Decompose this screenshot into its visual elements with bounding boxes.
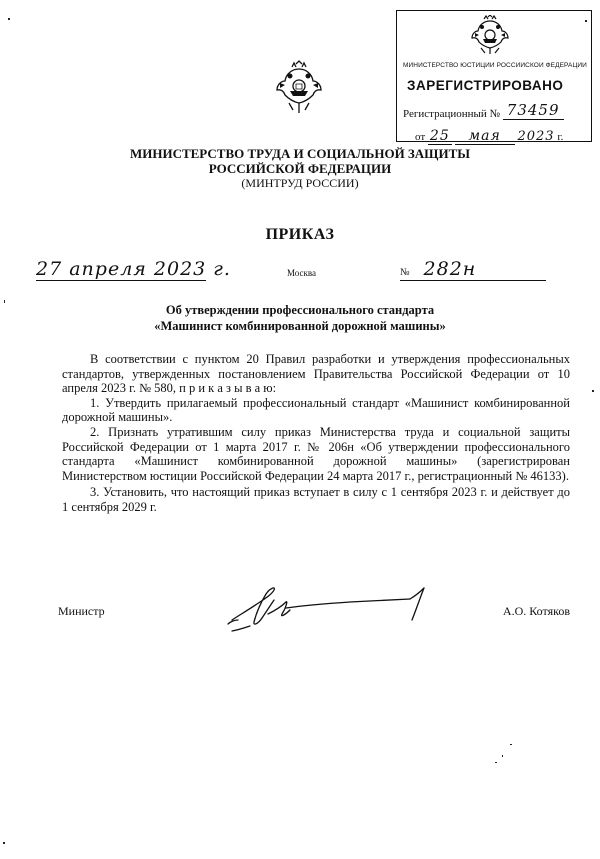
signature-block: [58, 598, 570, 638]
scan-speck: [592, 390, 594, 392]
ministry-name-line1: МИНИСТЕРСТВО ТРУДА И СОЦИАЛЬНОЙ ЗАЩИТЫ: [129, 146, 471, 161]
signature-icon: [220, 580, 440, 640]
order-date-handwritten: 27 апреля 2023 г.: [36, 258, 231, 280]
number-sign: №: [400, 267, 410, 278]
body-paragraph-item1: 1. Утвердить прилагаемый профессиональный стандарт «Машинист комбинированной дорожной машины».: [62, 395, 570, 425]
body-paragraph-preamble: В соответствии с пунктом 20 Правил разработки и утверждения профессиональных стандартов, утвержденных постановлением Правительства Российской Федерации от 10 апреля 2023 г. № 580, п р и к а з ы в а ю:: [62, 352, 570, 396]
reg-date-day: 25: [429, 128, 450, 144]
reg-number-value: 73459: [503, 101, 564, 120]
scan-speck: [8, 18, 10, 20]
registration-stamp: [396, 10, 592, 142]
reg-date-prefix: от: [415, 131, 426, 143]
subject-line2: «Машинист комбинированной дорожной машины»: [154, 319, 446, 333]
document-type-title: ПРИКАЗ: [265, 226, 335, 243]
ministry-short-name: (МИНТРУД РОССИИ): [241, 176, 359, 190]
stamp-registered-label: ЗАРЕГИСТРИРОВАНО: [407, 78, 564, 93]
reg-date-month: мая: [455, 128, 515, 145]
order-number-handwritten: 282н: [423, 258, 477, 280]
ministry-name: [0, 146, 600, 176]
signatory-name: А.О. Котяков: [502, 604, 570, 618]
scan-speck: [3, 842, 5, 844]
body-paragraph-item3: 3. Установить, что настоящий приказ вступает в силу с 1 сентября 2023 г. и действует до 1 сентября 2029 г.: [62, 485, 570, 514]
reg-number-label: Регистрационный №: [403, 108, 501, 120]
reg-date-suffix: г.: [557, 131, 564, 143]
subject-line1: Об утверждении профессионального стандарта: [165, 303, 435, 317]
order-subject: [0, 302, 600, 334]
order-body: [62, 352, 570, 515]
order-number: [400, 258, 546, 281]
eagle-emblem-icon: [467, 15, 513, 55]
signatory-title: Министр: [58, 604, 105, 618]
reg-date-year: 2023: [517, 129, 555, 144]
stamp-reg-number: [403, 103, 564, 121]
stamp-ministry-name: МИНИСТЕРСТВО ЮСТИЦИИ РОССИЙСКОЙ ФЕДЕРАЦИИ: [403, 62, 587, 69]
body-paragraph-item2: 2. Признать утратившим силу приказ Министерства труда и социальной защиты Российской Федерации от 1 марта 2017 г. № 206н «Об утверждении профессионального стандарта «Машинист комбинированной дорожной машины» (зарегистрирован Министерством юстиции Российской Федерации 24 марта 2017 г., регистрационный № 46133).: [62, 424, 570, 483]
ministry-name-line2: РОССИЙСКОЙ ФЕДЕРАЦИИ: [208, 161, 392, 176]
scan-speck: [502, 755, 503, 757]
eagle-emblem-icon: [271, 60, 327, 116]
scan-speck: [495, 762, 497, 763]
stamp-reg-date: [415, 128, 563, 144]
order-city: Москва: [287, 268, 316, 278]
scan-speck: [510, 744, 512, 745]
